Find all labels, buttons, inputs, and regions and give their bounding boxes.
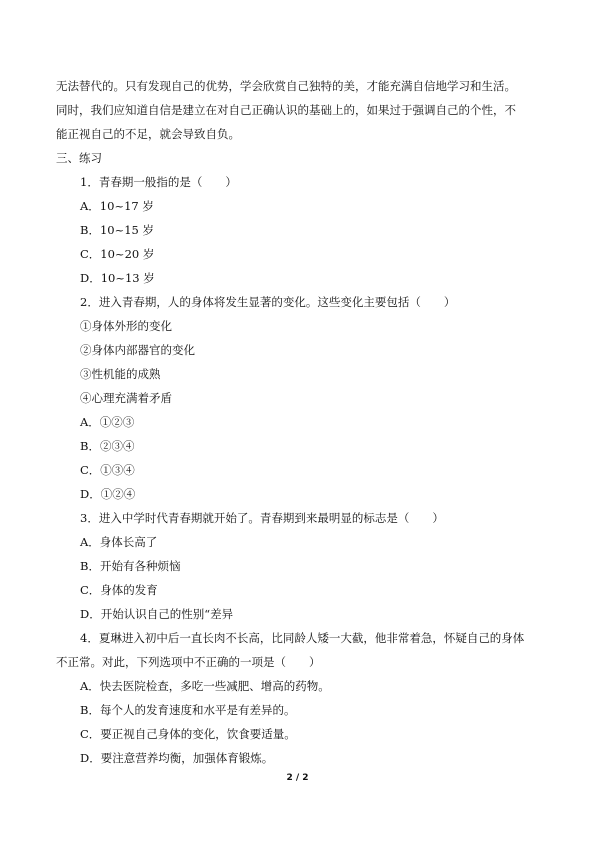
question-4-option-d: D．要注意营养均衡，加强体育锻炼。 xyxy=(80,751,274,765)
question-2-item-1: ①身体外形的变化 xyxy=(80,319,172,333)
question-2-stem: 2．进入青春期，人的身体将发生显著的变化。这些变化主要包括（ ） xyxy=(80,295,456,309)
intro-line: 无法替代的。只有发现自己的优势，学会欣赏自己独特的美，才能充满自信地学习和生活。 xyxy=(56,79,516,93)
question-4-option-a: A．快去医院检查，多吃一些减肥、增高的药物。 xyxy=(80,679,330,693)
question-3-option-b: B．开始有各种烦恼 xyxy=(80,559,181,573)
question-1-option-a: A．10~17 岁 xyxy=(80,199,154,213)
question-4-option-b: B．每个人的发育速度和水平是有差异的。 xyxy=(80,703,296,717)
question-3-option-a: A．身体长高了 xyxy=(80,535,158,549)
question-2-option-d: D．①②④ xyxy=(80,487,136,501)
question-2-option-b: B．②③④ xyxy=(80,439,135,453)
question-2-option-a: A．①②③ xyxy=(80,415,135,429)
question-2-item-3: ③性机能的成熟 xyxy=(80,367,161,381)
question-1-option-b: B．10~15 岁 xyxy=(80,223,155,237)
question-4-stem-line-1: 4．夏琳进入初中后一直长肉不长高，比同龄人矮一大截，他非常着急，怀疑自己的身体 xyxy=(80,631,525,645)
page-number: 2 / 2 xyxy=(286,773,309,783)
section-heading: 三、练习 xyxy=(56,151,102,165)
question-1-stem: 1．青春期一般指的是（ ） xyxy=(80,175,237,189)
question-3-stem: 3．进入中学时代青春期就开始了。青春期到来最明显的标志是（ ） xyxy=(80,511,444,525)
question-4-stem-line-2: 不正常。对此，下列选项中不正确的一项是（ ） xyxy=(56,655,321,669)
question-2-option-c: C．①③④ xyxy=(80,463,135,477)
question-2-item-2: ②身体内部器官的变化 xyxy=(80,343,195,357)
question-2-item-4: ④心理充满着矛盾 xyxy=(80,391,172,405)
question-3-option-d: D．开始认识自己的性别“差异 xyxy=(80,607,234,621)
intro-line: 同时，我们应知道自信是建立在对自己正确认识的基础上的，如果过于强调自己的个性，不 xyxy=(56,103,516,117)
question-1-option-d: D．10~13 岁 xyxy=(80,271,155,285)
document-page xyxy=(56,74,546,770)
question-1-option-c: C．10~20 岁 xyxy=(80,247,155,261)
intro-line: 能正视自己的不足，就会导致自负。 xyxy=(56,127,240,141)
question-4-option-c: C．要正视自己身体的变化，饮食要适量。 xyxy=(80,727,296,741)
question-3-option-c: C．身体的发育 xyxy=(80,583,158,597)
